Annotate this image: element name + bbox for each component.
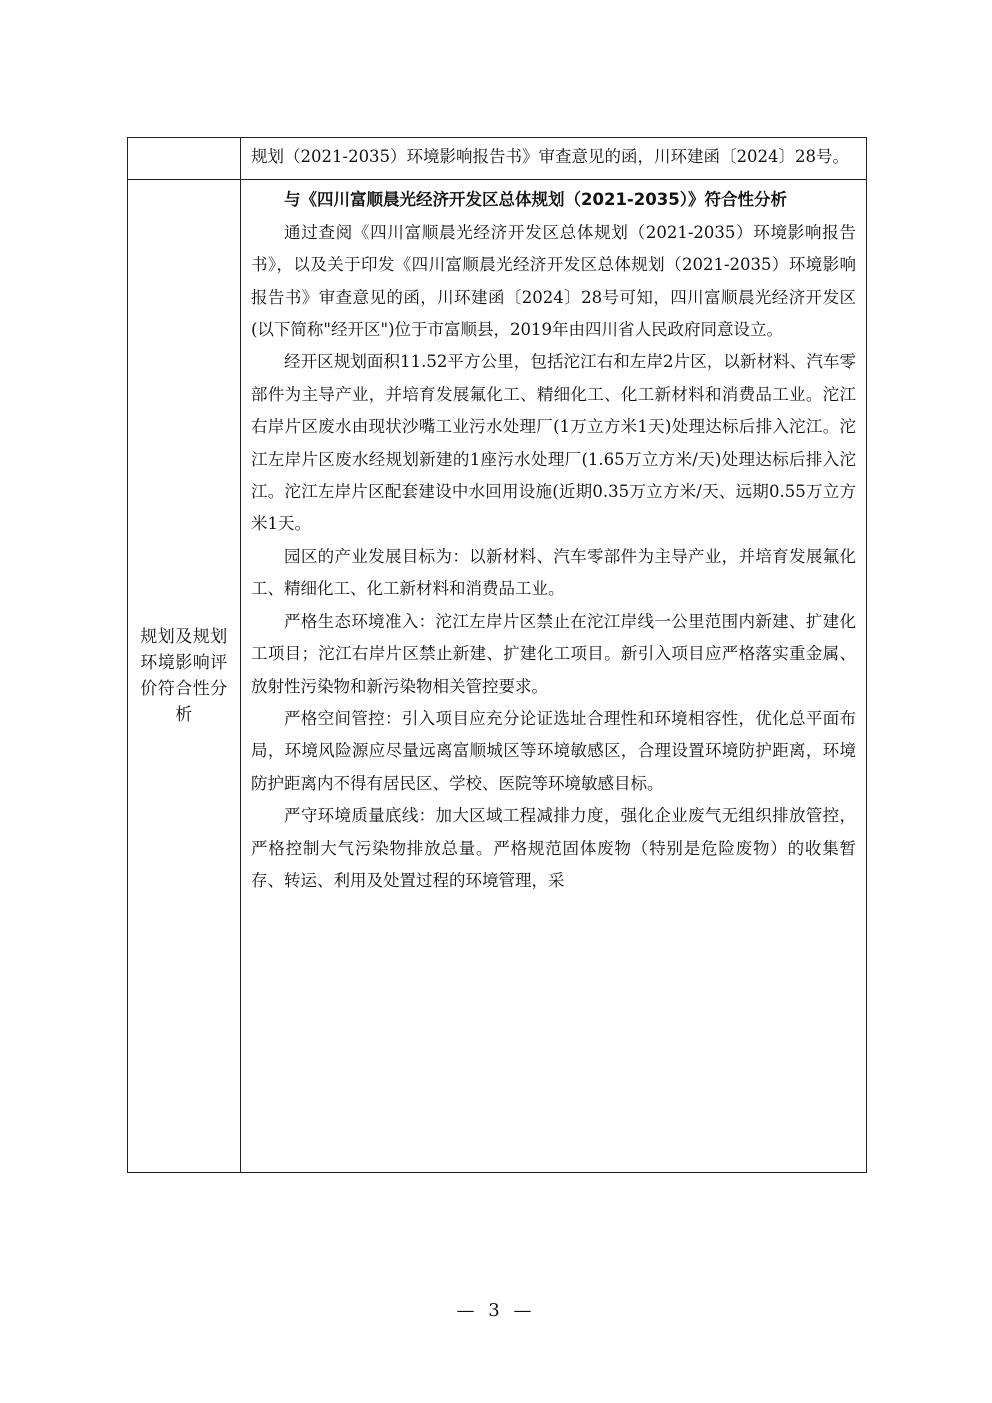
row-label-compliance: 规划及规划环境影响评价符合性分析 — [140, 627, 228, 726]
paragraph-quality-baseline: 严守环境质量底线：加大区域工程减排力度，强化企业废气无组织排放管控，严格控制大气污染物排放总量。严格规范固体废物（特别是危险废物）的收集暂存、转运、利用及处置过程的环境管理，采 — [251, 806, 856, 890]
paragraph-industry-goal: 园区的产业发展目标为：以新材料、汽车零部件为主导产业，并培育发展氟化工、精细化工、化工新材料和消费品工业。 — [251, 546, 856, 599]
page-number: — 3 — — [456, 1300, 536, 1321]
assessment-table — [127, 137, 867, 1173]
table-row-compliance-analysis — [128, 180, 867, 1173]
row-label-cell-empty — [128, 138, 241, 180]
paragraph-review: 通过查阅《四川富顺晨光经济开发区总体规划（2021-2035）环境影响报告书》，以及关于印发《四川富顺晨光经济开发区总体规划（2021-2035）环境影响报告书》审查意见的函，川环建函〔2024〕28号可知，四川富顺晨光经济开发区(以下简称"经开区")位于市富顺县，2019年由四川省人民政府同意设立。 — [251, 222, 856, 340]
paragraph-planning-area: 经开区规划面积11.52平方公里，包括沱江右和左岸2片区，以新材料、汽车零部件为主导产业，并培育发展氟化工、精细化工、化工新材料和消费品工业。沱江右岸片区废水由现状沙嘴工业污水处理厂(1万立方米1天)处理达标后排入沱江。沱江左岸片区废水经规划新建的1座污水处理厂(1.65万立方米/天)处理达标后排入沱江。沱江左岸片区配套建设中水回用设施(近期0.35万立方米/天、远期0.55万立方米1天。 — [251, 352, 856, 534]
row-content-cell-compliance — [241, 180, 867, 1173]
paragraph-eco-access: 严格生态环境准入：沱江左岸片区禁止在沱江岸线一公里范围内新建、扩建化工项目；沱江右岸片区禁止新建、扩建化工项目。新引入项目应严格落实重金属、放射性污染物和新污染物相关管控要求。 — [251, 611, 856, 696]
row-label-cell — [128, 180, 241, 1173]
paragraph-space-control: 严格空间管控：引入项目应充分论证选址合理性和环境相容性，优化总平面布局，环境风险源应尽量远离富顺城区等环境敏感区，合理设置环境防护距离，环境防护距离内不得有居民区、学校、医院等环境敏感目标。 — [251, 708, 856, 793]
continued-paragraph: 规划（2021-2035）环境影响报告书》审查意见的函，川环建函〔2024〕28号。 — [251, 147, 850, 166]
row-content-cell — [241, 138, 867, 180]
section-heading: 与《四川富顺晨光经济开发区总体规划（2021-2035）》符合性分析 — [284, 190, 787, 210]
table-row-continuation — [128, 138, 867, 180]
